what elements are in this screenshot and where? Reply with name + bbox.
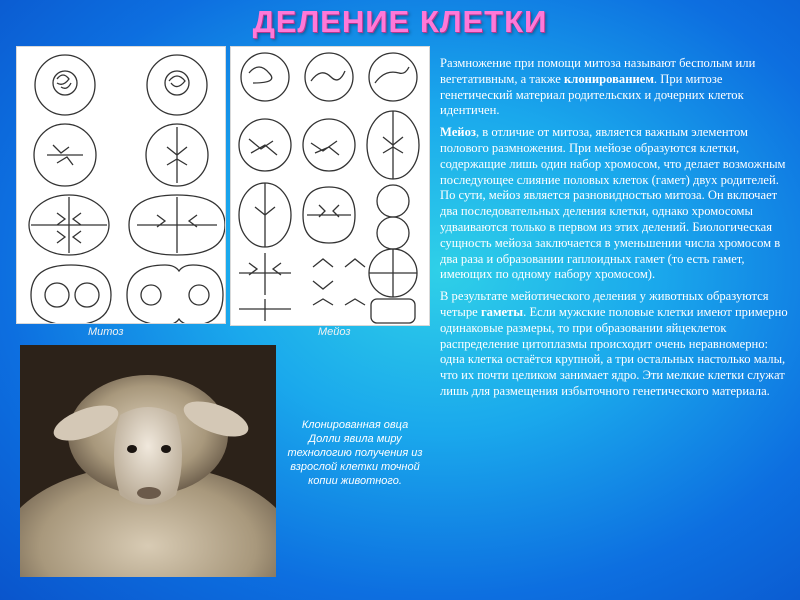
sheep-caption: Клонированная овца Долли явила миру технологию получения из взрослой клетки точной копии животного. (287, 419, 423, 487)
meiosis-stages-illustration (231, 47, 429, 325)
mitosis-caption: Митоз (88, 326, 124, 338)
mitosis-diagram (16, 46, 226, 324)
dolly-sheep-photo (20, 345, 276, 577)
paragraph-meiosis: Мейоз, в отличие от митоза, является важным элементом полового размножения. При мейозе образуются клетки, содержащие лишь один набор хромосом, что делает возможным последующее слияние половых клеток (гамет) двух родителей. По сути, мейоз является разновидностью митоза. Он включает два последовательных деления клетки, однако хромосомы удваиваются только в первом из этих делений. Биологическая сущность мейоза заключается в уменьшении числа хромосом в два раза и образовании гаплоидных гамет (то есть гамет, имеющих по одному набору хромосом). (440, 125, 786, 282)
article-text (440, 56, 790, 406)
term-meiosis: Мейоз (440, 125, 476, 140)
paragraph-gametes: В результате мейотического деления у животных образуются четыре гаметы. Если мужские половые клетки имеют примерно одинаковые размеры, то при образовании яйцеклеток распределение цитоплазмы происходит очень неравномерно: одна клетка остаётся крупной, а три остальных настолько малы, что их почти целиком занимает ядро. Эти мелкие клетки служат лишь для размещения избыточного генетического материала. (440, 289, 788, 398)
meiosis-caption: Мейоз (318, 326, 351, 338)
sheep-illustration (20, 345, 276, 577)
term-gametes: гаметы (480, 304, 524, 319)
term-cloning: клонированием (564, 71, 654, 86)
paragraph-cloning: Размножение при помощи митоза называют бесполым или вегетативным, а также клонированием. При митозе генетический материал родительских и дочерних клеток идентичен. (440, 56, 756, 118)
mitosis-stages-illustration (17, 47, 225, 323)
meiosis-diagram (230, 46, 430, 326)
slide-title: ДЕЛЕНИЕ КЛЕТКИ (252, 4, 548, 39)
